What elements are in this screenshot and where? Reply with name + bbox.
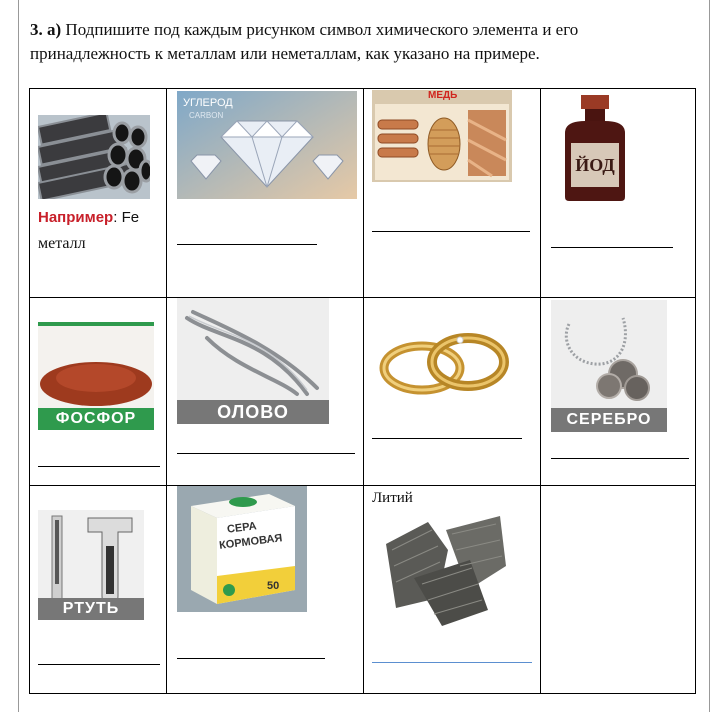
cell-carbon	[167, 89, 364, 298]
sulfur-quantity: 50	[267, 580, 280, 592]
iodine-bottle-image	[557, 93, 633, 203]
cell-iron	[30, 89, 167, 298]
answer-line-iodine[interactable]	[551, 247, 673, 248]
example-class: металл	[38, 235, 86, 252]
answer-line-phosphorus[interactable]	[38, 466, 160, 467]
silver-label: СЕРЕБРО	[551, 408, 667, 432]
cell-copper	[364, 89, 541, 298]
cell-iodine	[541, 89, 696, 298]
example-symbol: : Fe	[113, 209, 140, 226]
cell-phosphorus	[30, 298, 167, 486]
mercury-image	[38, 510, 144, 620]
cell-silver	[541, 298, 696, 486]
phosphorus-image	[38, 322, 154, 430]
task-text-line1: Подпишите под каждым рисунком символ химического элемента и его	[61, 20, 579, 39]
cell-tin	[167, 298, 364, 486]
task-text-line2: принадлежность к металлам или неметаллам, как указано на примере.	[30, 44, 540, 63]
answer-table	[29, 88, 696, 694]
mercury-label: РТУТЬ	[38, 598, 144, 620]
carbon-diamond-image	[177, 91, 357, 199]
sulfur-box-image	[177, 486, 307, 612]
silver-image	[551, 300, 667, 432]
cell-lithium	[364, 486, 541, 694]
phosphorus-label: ФОСФОР	[38, 408, 154, 430]
lithium-image	[372, 510, 520, 638]
iron-pipes-image	[38, 115, 150, 199]
sulfur-label-line1: СЕРА	[226, 520, 258, 536]
task-heading	[30, 18, 696, 66]
example-prefix: Например	[38, 209, 114, 226]
carbon-subtitle: CARBON	[189, 111, 224, 120]
example-answer	[38, 205, 139, 257]
answer-line-mercury[interactable]	[38, 664, 160, 665]
gold-rings-image	[374, 324, 514, 408]
iodine-label: ЙОД	[575, 155, 615, 175]
cell-mercury	[30, 486, 167, 694]
carbon-title: УГЛЕРОД	[183, 97, 233, 109]
answer-line-copper[interactable]	[372, 231, 530, 232]
cell-empty	[541, 486, 696, 694]
tin-wire-image	[177, 298, 329, 424]
tin-label: ОЛОВО	[177, 400, 329, 424]
answer-line-tin[interactable]	[177, 453, 355, 454]
sulfur-label-line2: КОРМОВАЯ	[218, 532, 283, 552]
answer-line-lithium[interactable]	[372, 662, 532, 663]
cell-sulfur	[167, 486, 364, 694]
copper-label: МЕДЬ	[428, 90, 458, 101]
answer-line-sulfur[interactable]	[177, 658, 325, 659]
answer-line-gold[interactable]	[372, 438, 522, 439]
lithium-label: Литий	[372, 490, 413, 506]
copper-image	[372, 90, 512, 182]
task-number: 3. а)	[30, 20, 62, 39]
answer-line-carbon[interactable]	[177, 244, 317, 245]
answer-line-silver[interactable]	[551, 458, 689, 459]
cell-gold	[364, 298, 541, 486]
